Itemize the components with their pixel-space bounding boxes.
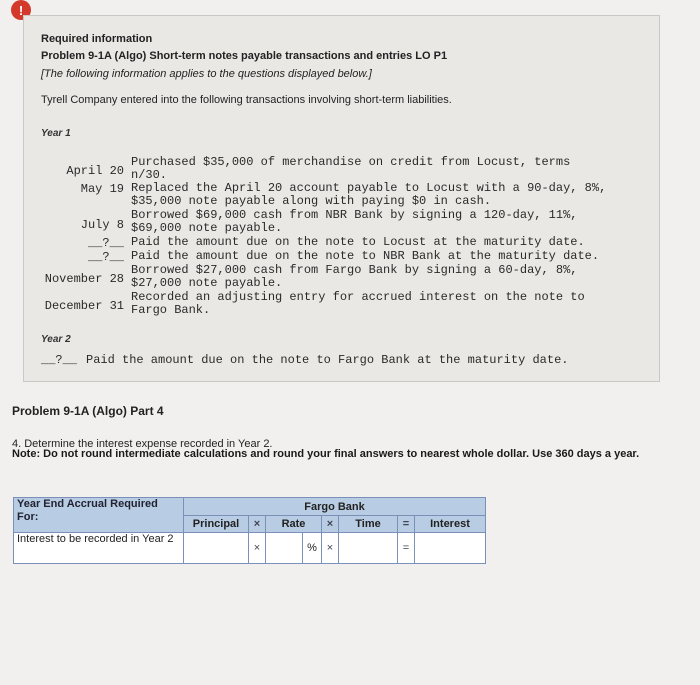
col-time: Time xyxy=(339,516,398,533)
tx-text: Purchased $35,000 of merchandise on credit from Locust, terms n/30. xyxy=(131,155,571,182)
instruction-text: Note: Do not round intermediate calculations and round your final answers to nearest whole dollar. Use 360 days a year. xyxy=(12,448,640,460)
group-header: Fargo Bank xyxy=(184,498,486,516)
year1-label: Year 1 xyxy=(41,128,71,139)
info-note: [The following information applies to the questions displayed below.] xyxy=(41,68,372,80)
times-op: × xyxy=(249,516,266,533)
tx-text: Paid the amount due on the note to Locust at the maturity date. xyxy=(131,235,585,249)
interest-input[interactable] xyxy=(415,533,486,564)
equals-op: = xyxy=(398,516,415,533)
col-principal: Principal xyxy=(184,516,249,533)
tx-text: Paid the amount due on the note to NBR Bank at the maturity date. xyxy=(131,249,600,263)
percent-sign: % xyxy=(303,533,322,564)
principal-input[interactable] xyxy=(184,533,249,564)
tx-date: __?__ xyxy=(41,353,78,367)
rate-input[interactable] xyxy=(266,533,303,564)
required-info-panel xyxy=(23,15,660,382)
tx-text: Recorded an adjusting entry for accrued interest on the note to Fargo Bank. xyxy=(131,290,585,317)
part-title: Problem 9-1A (Algo) Part 4 xyxy=(12,404,164,418)
tx-text: Borrowed $69,000 cash from NBR Bank by signing a 120-day, 11%, $69,000 note payable. xyxy=(131,208,578,235)
tx-date: __?__ xyxy=(87,250,124,264)
times-op: × xyxy=(249,533,266,564)
tx-text: Borrowed $27,000 cash from Fargo Bank by signing a 60-day, 8%, $27,000 note payable. xyxy=(131,263,578,290)
times-op: × xyxy=(322,516,339,533)
tx-date: December 31 xyxy=(44,299,124,313)
tx-date: May 19 xyxy=(80,182,124,196)
row-header: Year End Accrual Required For: xyxy=(14,498,184,533)
intro-text: Tyrell Company entered into the following transactions involving short-term liabilities. xyxy=(41,94,452,106)
tx-date: __?__ xyxy=(87,236,124,250)
question-text: 4. Determine the interest expense recorded in Year 2. xyxy=(12,438,273,450)
col-rate: Rate xyxy=(266,516,322,533)
info-title: Required information xyxy=(41,33,153,45)
times-op: × xyxy=(322,533,339,564)
alert-icon: ! xyxy=(11,0,31,20)
problem-title: Problem 9-1A (Algo) Short-term notes payable transactions and entries LO P1 xyxy=(41,50,448,62)
tx-date: April 20 xyxy=(66,164,124,178)
time-input[interactable] xyxy=(339,533,398,564)
equals-op: = xyxy=(398,533,415,564)
tx-date: July 8 xyxy=(80,218,124,232)
tx-text: Paid the amount due on the note to Fargo Bank at the maturity date. xyxy=(86,353,569,367)
col-interest: Interest xyxy=(415,516,486,533)
interest-table xyxy=(13,497,486,564)
row-label: Interest to be recorded in Year 2 xyxy=(14,533,184,564)
year2-label: Year 2 xyxy=(41,334,71,345)
tx-date: November 28 xyxy=(44,272,124,286)
tx-text: Replaced the April 20 account payable to Locust with a 90-day, 8%, $35,000 note payable along with paying $0 in cash. xyxy=(131,181,607,208)
